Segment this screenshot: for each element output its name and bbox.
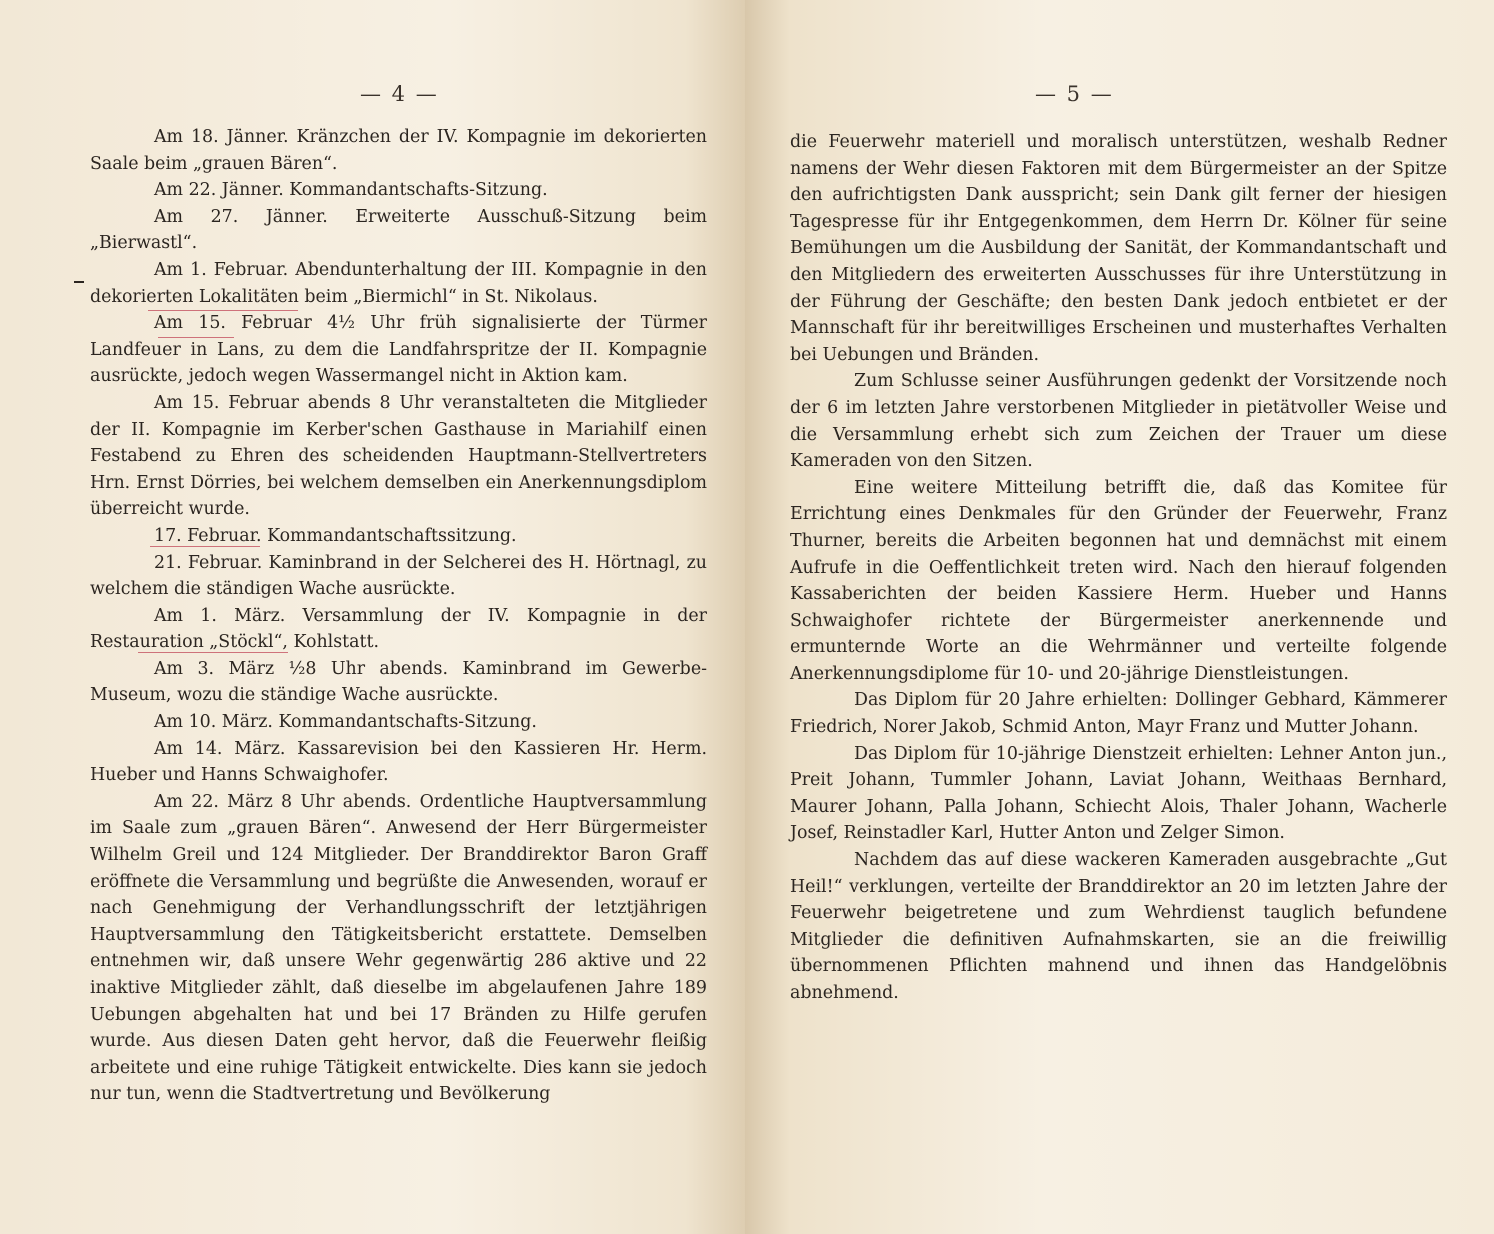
paragraph: die Feuerwehr materiell und moralisch unterstützen, weshalb Redner namens der Wehr diesen Faktoren mit dem Bürgermeister an der Spitze den aufrichtigsten Dank ausspricht; sein Dank gilt ferner der hiesigen Tagespresse für ihr Entgegenkommen, dem Herrn Dr. Kölner für seine Bemühungen um die Ausbildung der Sanität, der Kommandantschaft und den Mitgliedern des erweiterten Ausschusses für ihre Unterstützung in der Führung der Geschäfte; den besten Dank jedoch entbietet er der Mannschaft für ihr bereitwilliges Erscheinen und musterhaftes Verhalten bei Uebungen und Bränden. [790, 132, 1447, 365]
right-page-text [790, 129, 1447, 1007]
paragraph: Am 3. März ½8 Uhr abends. Kaminbrand im Gewerbe-Museum, wozu die ständige Wache ausrückte. [90, 658, 707, 706]
paragraph: Am 27. Jänner. Erweiterte Ausschuß-Sitzung beim „Bierwastl“. [90, 206, 707, 254]
paragraph: Am 14. März. Kassarevision bei den Kassieren Hr. Herm. Hueber und Hanns Schwaighofer. [90, 738, 707, 786]
paragraph: 17. Februar. Kommandantschaftssitzung. [154, 525, 517, 546]
paragraph: Zum Schlusse seiner Ausführungen gedenkt der Vorsitzende noch der 6 im letzten Jahre verstorbenen Mitglieder in pietätvoller Weise und die Versammlung erhebt sich zum Zeichen der Trauer um diese Kameraden von den Sitzen. [790, 371, 1447, 472]
paragraph: Am 1. Februar. Abendunterhaltung der III. Kompagnie in den dekorierten Lokalitäten beim „Biermichl“ in St. Nikolaus. [90, 259, 707, 307]
left-page-text [90, 124, 707, 1108]
paragraph: Das Diplom für 20 Jahre erhielten: Dollinger Gebhard, Kämmerer Friedrich, Norer Jakob, Schmid Anton, Mayr Franz und Mutter Johann. [790, 690, 1447, 738]
paragraph: Am 10. März. Kommandantschafts-Sitzung. [154, 712, 537, 733]
red-underline-mark [138, 652, 288, 653]
page-number-left: — 4 — [360, 82, 439, 106]
red-underline-mark [148, 310, 298, 311]
paragraph: Am 22. März 8 Uhr abends. Ordentliche Hauptversammlung im Saale zum „grauen Bären“. Anwesend der Herr Bürgermeister Wilhelm Greil und 124 Mitglieder. Der Branddirektor Baron Graff eröffnete die Versammlung und begrüßte die Anwesenden, worauf er nach Genehmigung der Verhandlungsschrift der letztjährigen Hauptversammlung den Tätigkeitsbericht erstattete. Demselben entnehmen wir, daß unsere Wehr gegenwärtig 286 aktive und 22 inaktive Mitglieder zählt, daß dieselbe im abgelaufenen Jahre 189 Uebungen abgehalten hat und bei 17 Bränden zu Hilfe gerufen wurde. Aus diesen Daten geht hervor, daß die Feuerwehr fleißig arbeitete und eine ruhige Tätigkeit entwickelte. Dies kann sie jedoch nur tun, wenn die Stadtvertretung und Bevölkerung [90, 791, 707, 1105]
paragraph: 21. Februar. Kaminbrand in der Selcherei des H. Hörtnagl, zu welchem die ständigen Wache ausrückte. [90, 552, 707, 600]
paragraph: Am 22. Jänner. Kommandantschafts-Sitzung. [154, 180, 548, 201]
paragraph: Am 15. Februar 4½ Uhr früh signalisierte der Türmer Landfeuer in Lans, zu dem die Landfahrspritze der II. Kompagnie ausrückte, jedoch wegen Wassermangel nicht in Aktion kam. [90, 313, 707, 387]
red-underline-mark [150, 546, 260, 547]
paragraph: Das Diplom für 10-jährige Dienstzeit erhielten: Lehner Anton jun., Preit Johann, Tummler Johann, Laviat Johann, Weithaas Bernhard, Maurer Johann, Palla Johann, Schiecht Alois, Thaler Johann, Wacherle Josef, Reinstadler Karl, Hutter Anton und Zelger Simon. [790, 743, 1447, 844]
paragraph: Am 18. Jänner. Kränzchen der IV. Kompagnie im dekorierten Saale beim „grauen Bären“. [90, 127, 707, 174]
paragraph: Am 15. Februar abends 8 Uhr veranstalteten die Mitglieder der II. Kompagnie im Kerber'schen Gasthause in Mariahilf einen Festabend zu Ehren des scheidenden Hauptmann-Stellvertreters Hrn. Ernst Dörries, bei welchem demselben ein Anerkennungsdiplom überreicht wurde. [90, 392, 707, 520]
right-page [745, 0, 1494, 1234]
left-page [0, 0, 745, 1234]
page-number-right: — 5 — [1035, 82, 1114, 106]
margin-dash [74, 281, 84, 283]
paragraph: Eine weitere Mitteilung betrifft die, daß das Komitee für Errichtung eines Denkmales für den Gründer der Feuerwehr, Franz Thurner, bereits die Arbeiten begonnen hat und demnächst mit einem Aufrufe in die Oeffentlichkeit treten wird. Nach den hierauf folgenden Kassaberichten der beiden Kassiere Herm. Hueber und Hanns Schwaighofer richtete der Bürgermeister anerkennende und ermunternde Worte an die Wehrmänner und verteilte folgende Anerkennungsdiplome für 10- und 20-jährige Dienstleistungen. [790, 477, 1447, 684]
red-underline-mark [158, 337, 234, 338]
paragraph: Am 1. März. Versammlung der IV. Kompagnie in der Restauration „Stöckl“, Kohlstatt. [90, 605, 707, 653]
paragraph: Nachdem das auf diese wackeren Kameraden ausgebrachte „Gut Heil!“ verklungen, verteilte der Branddirektor an 20 im letzten Jahre der Feuerwehr beigetretene und zum Wehrdienst tauglich befundene Mitglieder die definitiven Aufnahmskarten, sie an die freiwillig übernommenen Pflichten mahnend und ihnen das Handgelöbnis abnehmend. [790, 850, 1447, 1003]
